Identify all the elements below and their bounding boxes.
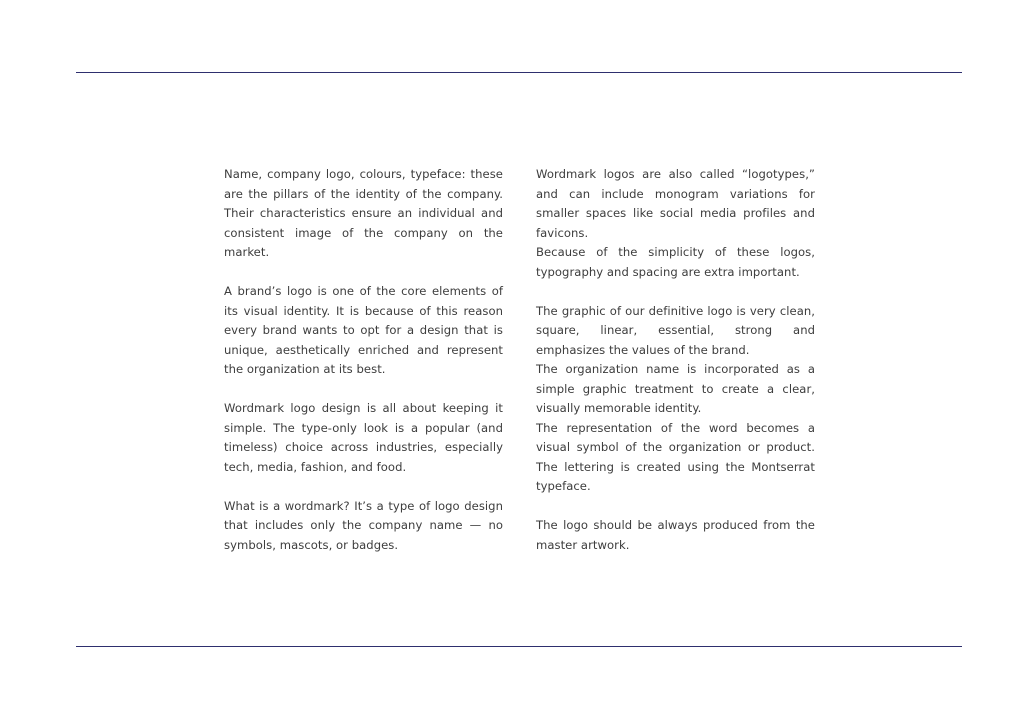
paragraph-simplicity: Because of the simplicity of these logos, typography and spacing are extra important. [536,245,815,279]
left-text-column [224,165,503,555]
paragraph-logotypes: Wordmark logos are also called “logotypes,” and can include monogram variations for smaller spaces like social media profiles and favicons. [536,167,815,240]
paragraph-word-representation: The representation of the word becomes a visual symbol of the organization or product. The lettering is created using the Montserrat typeface. [536,420,815,493]
paragraph-what-is-wordmark: What is a wordmark? It’s a type of logo design that includes only the company name — no symbols, mascots, or badges. [224,498,503,552]
paragraph-organization-name: The organization name is incorporated as a simple graphic treatment to create a clear, visually memorable identity. [536,362,815,415]
paragraph-master-artwork: The logo should be always produced from the master artwork. [536,518,815,552]
paragraph-wordmark-design: Wordmark logo design is all about keeping it simple. The type-only look is a popular (and timeless) choice across industries, especially tech, media, fashion, and food. [224,401,503,474]
top-divider [76,72,962,73]
paragraph-definitive-logo: The graphic of our definitive logo is very clean, square, linear, essential, strong and emphasizes the values of the brand. [536,303,815,357]
bottom-divider [76,646,962,647]
right-text-column [536,165,815,555]
paragraph-identity-pillars: Name, company logo, colours, typeface: these are the pillars of the identity of the company. Their characteristics ensure an individual and consistent image of the company on the market. [224,167,503,259]
paragraph-brand-logo: A brand’s logo is one of the core elements of its visual identity. It is because of this reason every brand wants to opt for a design that is unique, aesthetically enriched and represent the organization at its best. [224,284,503,376]
